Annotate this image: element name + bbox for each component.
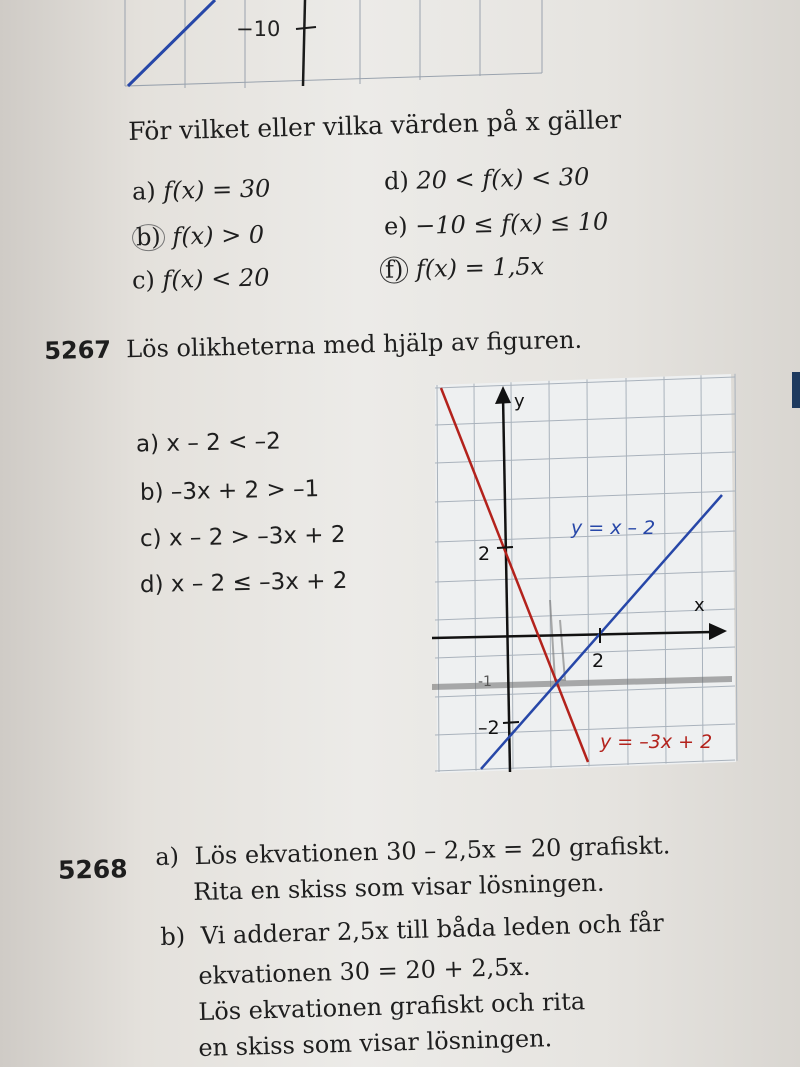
task-5268-b-line2: ekvationen 30 = 20 + 2,5x.: [198, 952, 531, 990]
item-b-letter: b): [139, 479, 164, 506]
item-c-letter: c): [139, 525, 162, 553]
task-5267-title: Lös olikheterna med hjälp av figuren.: [125, 325, 583, 364]
figure-background: [435, 374, 736, 773]
item-c-text: x – 2 > –3x + 2: [168, 521, 346, 552]
task-5267-number: 5267: [44, 335, 112, 365]
blue-line-label: y = x – 2: [571, 517, 656, 539]
option-c-text: f(x) < 20: [162, 263, 270, 294]
task-5268-a: [155, 831, 671, 871]
tick-y-2: [497, 547, 513, 548]
option-a-letter: a): [131, 177, 157, 206]
task-5268-number: 5268: [57, 854, 128, 885]
option-b-letter: b): [132, 224, 165, 252]
option-c-letter: c): [131, 266, 156, 295]
task-5268-a-line1: Lös ekvationen 30 – 2,5x = 20 grafiskt.: [194, 831, 671, 871]
item-a-text: x – 2 < –2: [166, 428, 282, 457]
x-axis-label: x: [694, 595, 705, 616]
option-b-text: f(x) > 0: [172, 220, 265, 251]
item-d-text: x – 2 ≤ –3x + 2: [170, 567, 348, 598]
task-5268-a-line2: Rita en skiss som visar lösningen.: [193, 868, 605, 906]
tick-label-y-2: 2: [478, 543, 491, 565]
task-5268-b-line4: en skiss som visar lösningen.: [198, 1024, 553, 1062]
item-a-letter: a): [135, 431, 160, 458]
handwritten-mark: -1: [478, 674, 492, 690]
top-graph-tick-label: −10: [236, 17, 281, 41]
y-axis-label: y: [514, 391, 525, 412]
task-5268-a-letter: a): [155, 842, 180, 871]
tick-label-y-neg2: –2: [478, 717, 500, 739]
item-d-letter: d): [139, 571, 164, 599]
task-5268-b-letter: b): [160, 922, 186, 951]
page-edge-tab: [792, 372, 800, 408]
task-5268-b-line1: Vi adderar 2,5x till båda leden och får: [200, 908, 665, 950]
task-5268-b-line3: Lös ekvationen grafiskt och rita: [198, 987, 586, 1026]
question-intro: För vilket eller vilka värden på x gäller: [128, 104, 622, 146]
option-d-text: 20 < f(x) < 30: [416, 162, 590, 195]
option-e-text: −10 ≤ f(x) ≤ 10: [414, 207, 609, 240]
option-e-letter: e): [383, 212, 408, 241]
red-line-label: y = –3x + 2: [600, 731, 713, 753]
option-a-text: f(x) = 30: [163, 174, 271, 205]
option-f-text: f(x) = 1,5x: [415, 252, 545, 284]
task-5268-b: [160, 909, 664, 951]
option-d-letter: d): [383, 166, 410, 196]
grid-line-vertical: [735, 374, 737, 761]
item-b-text: –3x + 2 > –1: [170, 476, 320, 506]
tick-label-x-2: 2: [592, 650, 605, 672]
option-f-letter: f): [380, 256, 409, 284]
tick-y-neg2: [503, 722, 519, 723]
